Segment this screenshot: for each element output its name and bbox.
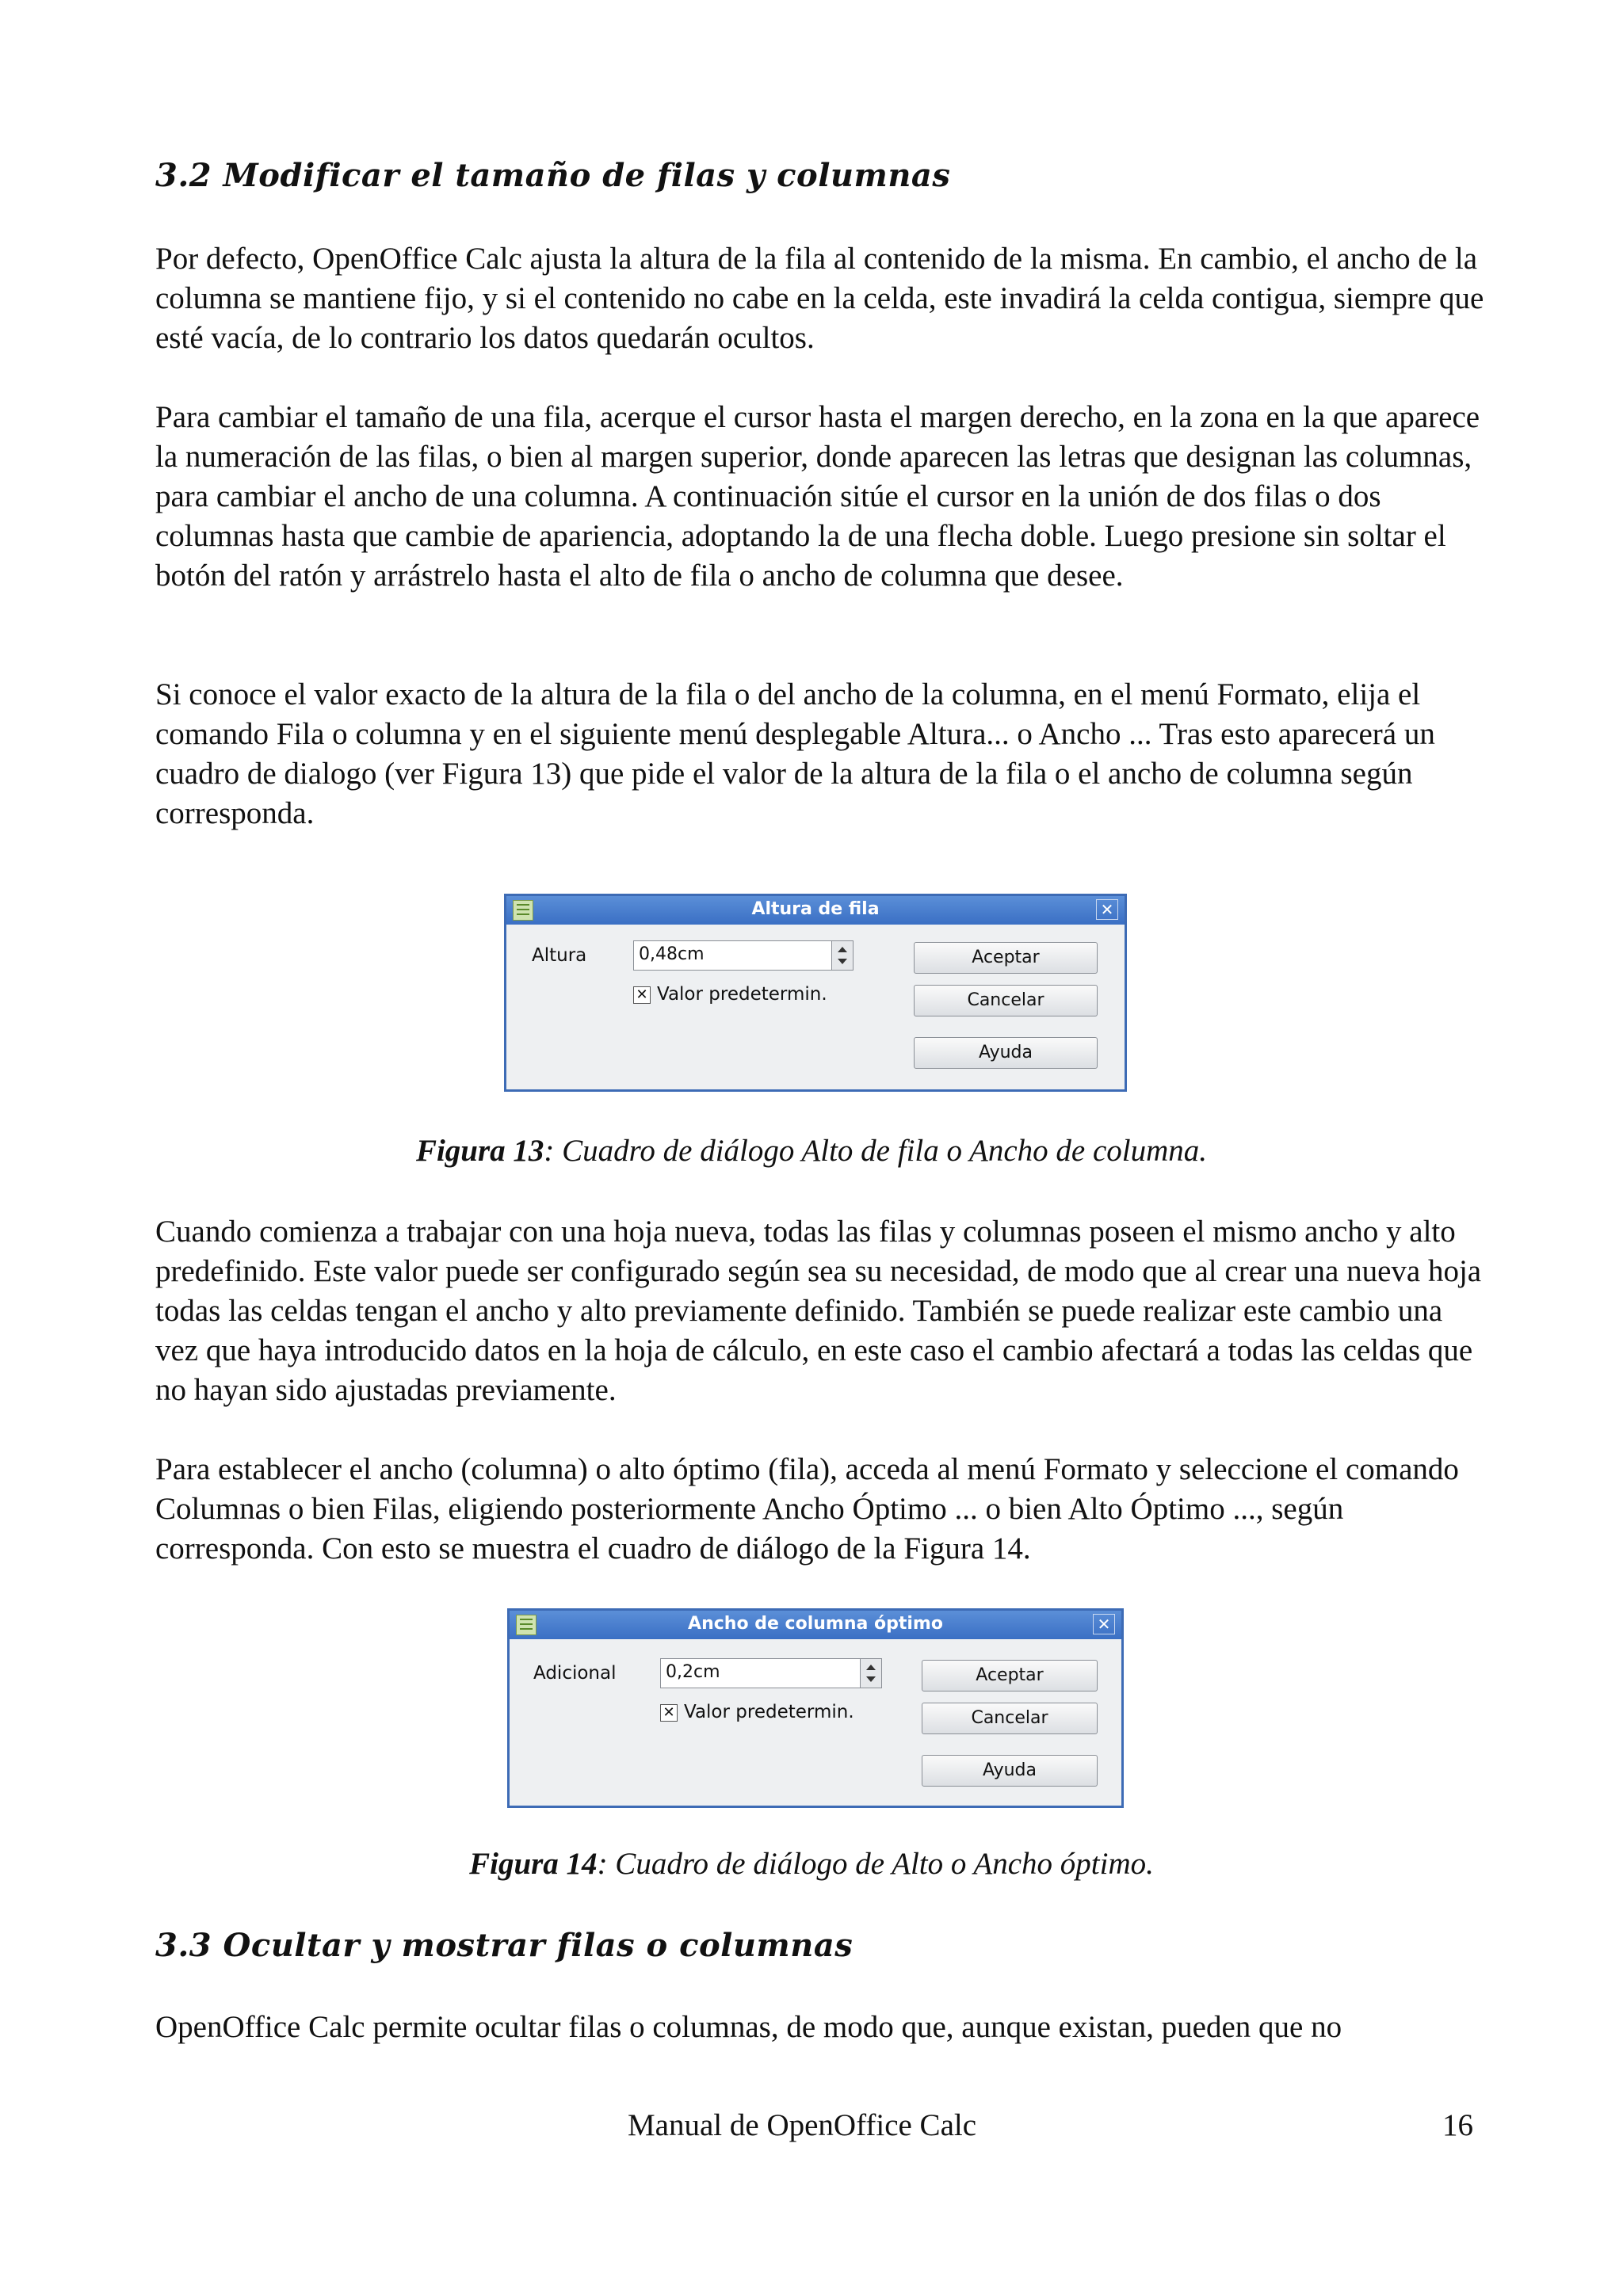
adicional-label: Adicional [533,1663,617,1684]
section-heading-3-3: 3.3 Ocultar y mostrar filas o columnas [155,1927,854,1964]
paragraph-2: Para cambiar el tamaño de una fila, acerque el cursor hasta el margen derecho, en la zona en la que aparece la numeración de las filas, o bien al margen superior, donde aparecen las letras que designan las columnas, para cambiar el ancho de una columna. A continuación sitúe el cursor en la unión de dos filas o dos columnas hasta que cambie de apariencia, adoptando la de una flecha doble. Luego presione sin soltar el botón del ratón y arrástrelo hasta el alto de fila o ancho de columna que desee. [155,400,1480,593]
adicional-input[interactable] [660,1658,882,1688]
close-icon[interactable]: ✕ [1093,1614,1115,1634]
dialog-title-bar [510,1611,1121,1639]
ayuda-button[interactable]: Ayuda [922,1755,1098,1787]
dialog-title: Ancho de columna óptimo [688,1614,943,1634]
dialog-title-bar [506,896,1125,925]
ayuda-button[interactable]: Ayuda [914,1037,1098,1069]
page-number: 16 [1442,2108,1473,2142]
aceptar-button[interactable]: Aceptar [914,942,1098,974]
dialog-title: Altura de fila [751,899,880,919]
figure-13-label: Figura 13 [415,1134,544,1168]
section-heading-3-2: 3.2 Modificar el tamaño de filas y columnas [155,157,951,194]
spin-arrows-icon[interactable] [831,941,853,970]
cancelar-button[interactable]: Cancelar [914,985,1098,1016]
adicional-value: 0,2cm [666,1662,720,1682]
default-value-checkbox[interactable]: ✕ [660,1704,678,1722]
paragraph-4: Cuando comienza a trabajar con una hoja nueva, todas las filas y columnas poseen el mismo ancho y alto predefinido. Este valor puede ser configurado según sea su necesidad, de modo que al crear una nueva hoja todas las celdas tengan el ancho y alto previamente definido. También se puede realizar este cambio una vez que haya introducido datos en la hoja de cálculo, en este caso el cambio afectará a todas las celdas que no hayan sido ajustadas previamente. [155,1215,1482,1407]
aceptar-button[interactable]: Aceptar [922,1660,1098,1691]
figure-14-label: Figura 14 [469,1847,598,1881]
cancelar-button[interactable]: Cancelar [922,1703,1098,1734]
figure-14-caption [0,1846,1623,1882]
paragraph-3: Si conoce el valor exacto de la altura de la fila o del ancho de la columna, en el menú Formato, elija el comando Fila o columna y en el siguiente menú desplegable Altura... o Ancho ... Tras esto aparecerá un cuadro de dialogo (ver Figura 13) que pide el valor de la altura de la fila o el ancho de columna según corresponda. [155,677,1435,830]
spin-arrows-icon[interactable] [860,1659,881,1688]
dialog-ancho-columna-optimo [507,1608,1124,1808]
default-value-checkbox[interactable]: ✕ [633,986,651,1004]
dialog-altura-de-fila [504,894,1127,1092]
altura-label: Altura [532,945,587,966]
figure-13-text: : Cuadro de diálogo Alto de fila o Ancho de columna. [544,1134,1208,1168]
default-value-label: Valor predetermin. [684,1702,854,1722]
paragraph-5: Para establecer el ancho (columna) o alto óptimo (fila), acceda al menú Formato y seleccione el comando Columnas o bien Filas, eligiendo posteriormente Ancho Óptimo ... o bien Alto Óptimo ..., según corresponda. Con esto se muestra el cuadro de diálogo de la Figura 14. [155,1452,1459,1566]
figure-13-caption [0,1133,1623,1169]
paragraph-6: OpenOffice Calc permite ocultar filas o columnas, de modo que, aunque existan, pueden que no [155,2010,1342,2044]
figure-14-text: : Cuadro de diálogo de Alto o Ancho óptimo. [597,1847,1154,1881]
footer-title: Manual de OpenOffice Calc [628,2108,977,2142]
altura-value: 0,48cm [639,944,705,964]
altura-input[interactable] [633,940,854,971]
paragraph-1: Por defecto, OpenOffice Calc ajusta la altura de la fila al contenido de la misma. En cambio, el ancho de la columna se mantiene fijo, y si el contenido no cabe en la celda, este invadirá la celda contigua, siempre que esté vacía, de lo contrario los datos quedarán ocultos. [155,242,1484,355]
default-value-label: Valor predetermin. [657,984,827,1005]
close-icon[interactable]: ✕ [1096,899,1118,920]
